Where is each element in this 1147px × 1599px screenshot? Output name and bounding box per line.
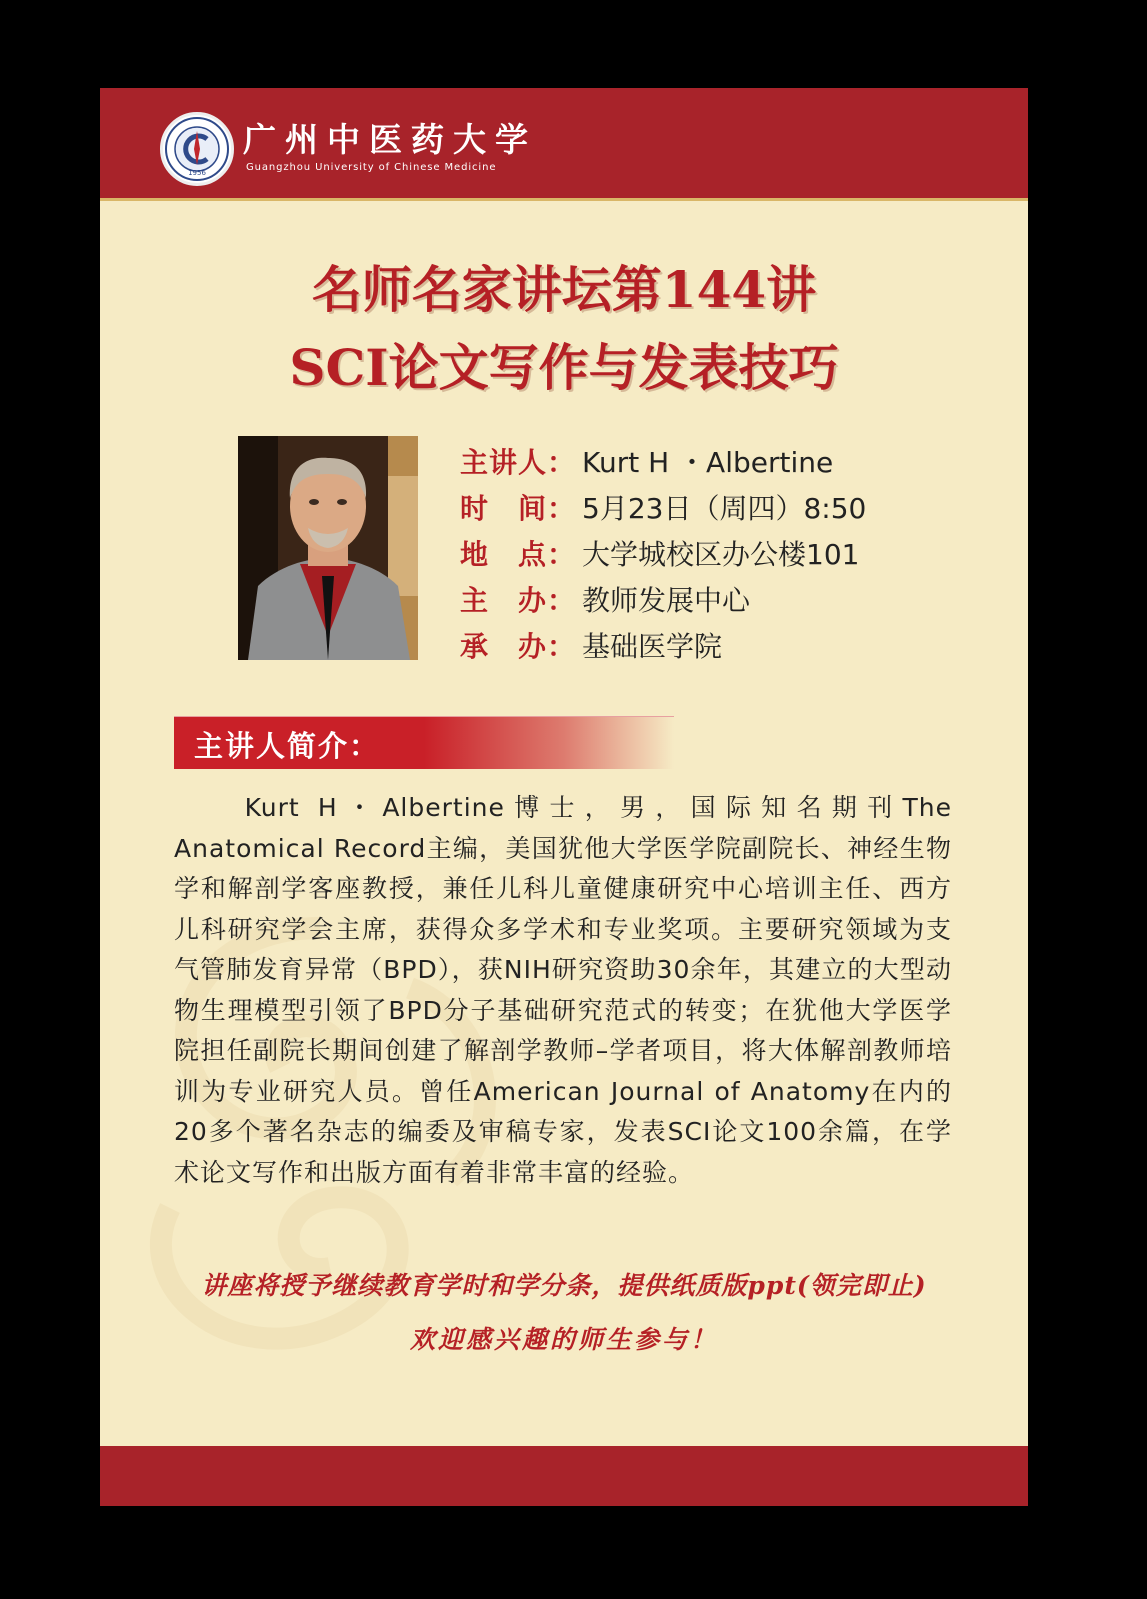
info-row-speaker bbox=[460, 438, 866, 484]
organizer-value: 基础医学院 bbox=[582, 630, 723, 663]
speaker-intro-heading-bar bbox=[174, 716, 674, 769]
speaker-photo bbox=[238, 436, 418, 660]
lecture-topic-title: SCI论文写作与发表技巧 bbox=[289, 338, 839, 397]
time-label: 时 间： bbox=[460, 492, 577, 525]
welcome-notice: 欢迎感兴趣的师生参与！ bbox=[409, 1325, 718, 1354]
svg-text:1956: 1956 bbox=[188, 169, 206, 177]
speaker-intro-text: Kurt H・Albertine博士，男，国际知名期刊The Anatomical Record主编，美国犹他大学医学院副院长、神经生物学和解剖学客座教授，兼任儿科儿童健康研究中心培训主任、西方儿科研究学会主席，获得众多学术和专业奖项。主要研究领域为支气管肺发育异常（BPD），获NIH研究资助30余年，其建立的大型动物生理模型引领了BPD分子基础研究范式的转变；在犹他大学医学院担任副院长期间创建了解剖学教师–学者项目，将大体解剖教师培训为专业研究人员。曾任American Journal of Anatomy在内的20多个著名杂志的编委及审稿专家，发表SCI论文100余篇，在学术论文写作和出版方面有着非常丰富的经验。 bbox=[174, 793, 952, 1187]
footer-band bbox=[100, 1446, 1028, 1506]
location-value: 大学城校区办公楼101 bbox=[582, 538, 860, 571]
info-row-location bbox=[460, 530, 866, 576]
speaker-label: 主讲人： bbox=[460, 446, 577, 479]
university-logo-icon bbox=[160, 112, 234, 186]
lecture-series-title: 名师名家讲坛第144讲 bbox=[311, 260, 817, 319]
time-value: 5月23日（周四）8:50 bbox=[582, 492, 867, 525]
info-row-host bbox=[460, 576, 866, 622]
speaker-value: Kurt H ・Albertine bbox=[582, 446, 834, 479]
info-row-organizer bbox=[460, 622, 866, 668]
host-label: 主 办： bbox=[460, 584, 577, 617]
info-row-time bbox=[460, 484, 866, 530]
credit-notice: 讲座将授予继续教育学时和学分条，提供纸质版ppt(领完即止) bbox=[201, 1271, 927, 1300]
lecture-info bbox=[460, 438, 866, 668]
organizer-label: 承 办： bbox=[460, 630, 577, 663]
university-name-cn: 广州中医药大学 bbox=[243, 120, 537, 159]
location-label: 地 点： bbox=[460, 538, 577, 571]
host-value: 教师发展中心 bbox=[582, 584, 751, 617]
speaker-intro-heading: 主讲人简介： bbox=[194, 729, 381, 763]
poster bbox=[100, 88, 1028, 1506]
university-name-en: Guangzhou University of Chinese Medicine bbox=[246, 162, 497, 173]
header-band bbox=[100, 88, 1028, 201]
